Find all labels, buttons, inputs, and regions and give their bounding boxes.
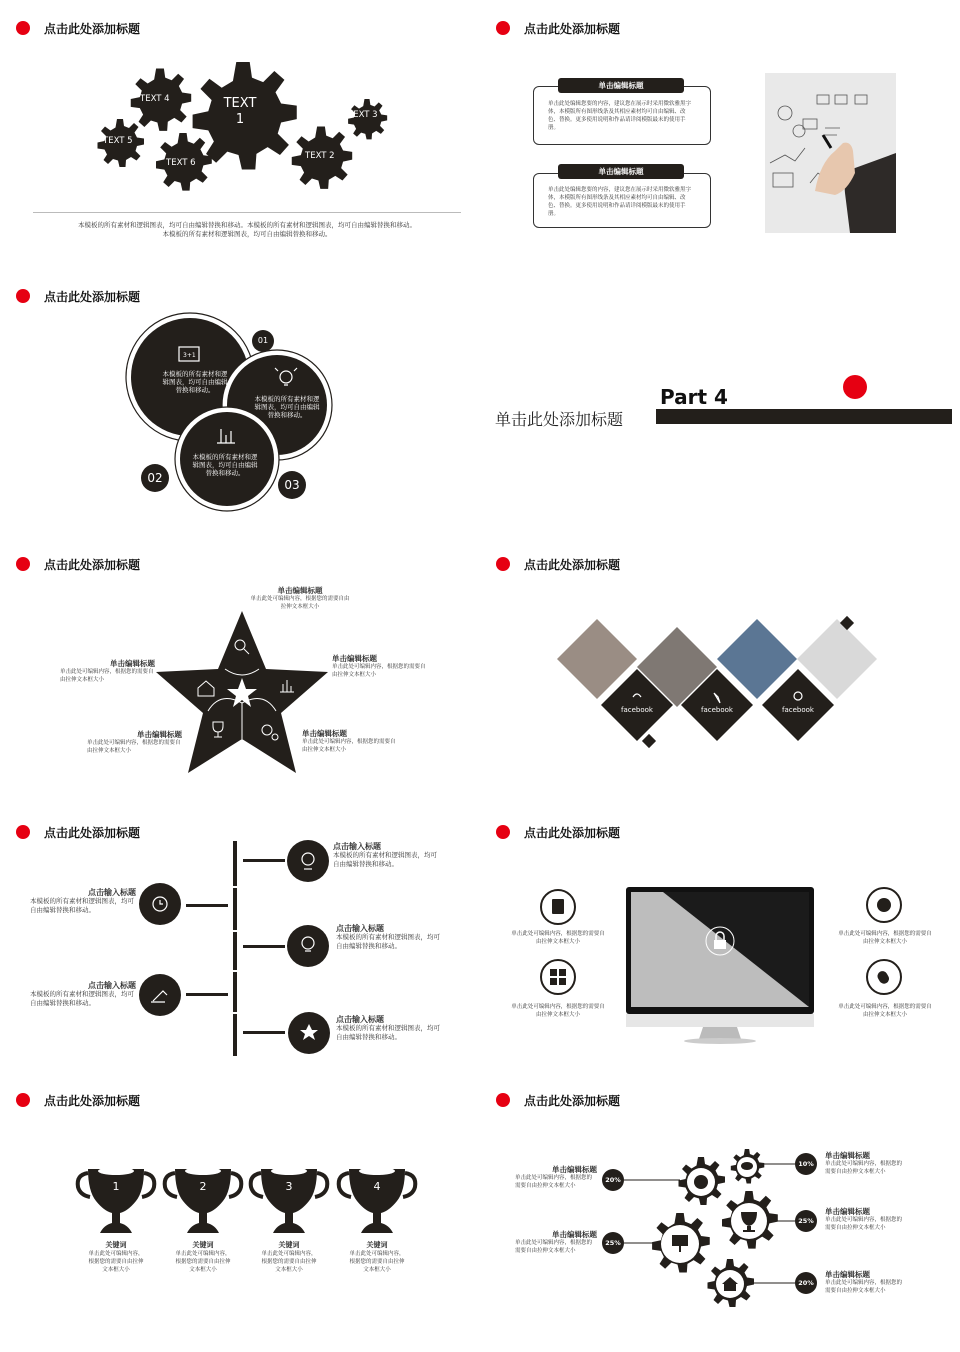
slide-title: 点击此处添加标题 xyxy=(524,825,621,840)
box-body-2: 单击此处编辑您要的内容，建议您在展示时采用微软雅黑字体，本模版所有图形线条及其相应素材均可自由编辑、改色、替换。更多使用说明和作品请详阅模版最末的使用手册。 xyxy=(548,187,692,217)
slide-4[interactable] xyxy=(485,273,955,535)
gear-item-4: 单击编辑标题 单击此处可编辑内容，根据您的需要自由拉伸文本框大小 xyxy=(825,1207,903,1231)
monitor-text-4: 单击此处可编辑内容，根据您的需要自由拉伸文本框大小 xyxy=(838,1004,932,1018)
number-03: 03 xyxy=(284,478,300,492)
diamond-gallery xyxy=(485,541,955,803)
diamond-label-2: facebook xyxy=(701,706,733,714)
circle-text-3: 本模板的所有素材和逻辑图表，均可自由编辑替换和移动。 xyxy=(192,453,258,477)
box-title-1: 单击编辑标题 xyxy=(558,78,684,93)
gear-item-1: 单击编辑标题 单击此处可编辑内容，根据您的需要自由拉伸文本框大小 xyxy=(515,1165,597,1189)
slide-10[interactable] xyxy=(485,1077,955,1339)
monitor-text-3: 单击此处可编辑内容，根据您的需要自由拉伸文本框大小 xyxy=(838,931,932,945)
monitor-text-1: 单击此处可编辑内容，根据您的需要自由拉伸文本框大小 xyxy=(511,931,605,945)
number-02: 02 xyxy=(147,471,163,485)
star-item-left: 单击编辑标题 单击此处可编辑内容，根据您的需要自由拉伸文本框大小 xyxy=(60,659,155,683)
gear-label-1: TEXT 1 xyxy=(223,96,257,127)
star-item-top: 单击编辑标题 单击此处可编辑内容，根据您的需要自由拉伸文本框大小 xyxy=(250,586,350,610)
circle-text-1: 本模板的所有素材和逻辑图表，均可自由编辑替换和移动。 xyxy=(162,370,228,394)
box-body-1: 单击此处编辑您要的内容，建议您在展示时采用微软雅黑字体，本模版所有图形线条及其相应素材均可自由编辑、改色、替换。更多使用说明和作品请详阅模版最末的使用手册。 xyxy=(548,101,692,131)
red-dot-icon xyxy=(843,375,867,399)
gear-item-3: 单击编辑标题 单击此处可编辑内容，根据您的需要自由拉伸文本框大小 xyxy=(825,1151,903,1175)
gear-label-2: TEXT 2 xyxy=(305,151,335,161)
slide-6[interactable] xyxy=(485,541,955,803)
cup-text-3: 关键词 单击此处可编辑内容，根据您的需要自由拉伸文本框大小 xyxy=(261,1241,317,1273)
star-item-bottom-right: 单击编辑标题 单击此处可编辑内容，根据您的需要自由拉伸文本框大小 xyxy=(302,729,396,753)
slide-7[interactable] xyxy=(5,809,475,1071)
timeline-item-1: 点击输入标题 本模板的所有素材和逻辑图表，均可自由编辑替换和移动。 xyxy=(333,842,437,868)
box-title-2: 单击编辑标题 xyxy=(558,164,684,179)
slide-header xyxy=(496,19,620,37)
cup-text-1: 关键词 单击此处可编辑内容，根据您的需要自由拉伸文本框大小 xyxy=(88,1241,144,1273)
gear-label-5: TEXT 5 xyxy=(103,136,133,146)
slide-title: 点击此处添加标题 xyxy=(524,1093,621,1108)
slide-title: 点击此处添加标题 xyxy=(44,1093,141,1108)
cup-text-4: 关键词 单击此处可编辑内容，根据您的需要自由拉伸文本框大小 xyxy=(349,1241,405,1273)
timeline-item-2: 点击输入标题 本模板的所有素材和逻辑图表，均可自由编辑替换和移动。 xyxy=(336,924,440,950)
diamond-label-3: facebook xyxy=(782,706,814,714)
slide-1[interactable] xyxy=(5,5,475,267)
gear-label-3: TEXT 3 xyxy=(348,110,378,120)
number-01: 01 xyxy=(257,336,269,345)
gear-label-6: TEXT 6 xyxy=(166,158,196,168)
slide-3[interactable] xyxy=(5,273,475,535)
star-item-bottom-left: 单击编辑标题 单击此处可编辑内容，根据您的需要自由拉伸文本框大小 xyxy=(87,730,182,754)
business-hand-photo xyxy=(765,73,896,233)
slide-title: 点击此处添加标题 xyxy=(524,557,621,572)
timeline-item-5: 点击输入标题 本模板的所有素材和逻辑图表，均可自由编辑替换和移动。 xyxy=(30,981,136,1007)
circle-text-2: 本模板的所有素材和逻辑图表，均可自由编辑替换和移动。 xyxy=(254,395,320,419)
pct-badge-2: 25% xyxy=(605,1239,621,1247)
cup-number-3: 3 xyxy=(285,1180,293,1193)
circles-diagram xyxy=(5,273,475,535)
pct-badge-3: 10% xyxy=(798,1160,814,1168)
slide-title: 点击此处添加标题 xyxy=(524,21,621,36)
pct-badge-5: 20% xyxy=(798,1279,814,1287)
title-bar xyxy=(656,409,952,424)
cup-number-4: 4 xyxy=(373,1180,381,1193)
divider-line xyxy=(33,212,461,213)
pct-badge-1: 20% xyxy=(605,1176,621,1184)
gear-item-2: 单击编辑标题 单击此处可编辑内容，根据您的需要自由拉伸文本框大小 xyxy=(515,1230,597,1254)
cup-text-2: 关键词 单击此处可编辑内容，根据您的需要自由拉伸文本框大小 xyxy=(175,1241,231,1273)
gear-label-4: TEXT 4 xyxy=(140,94,170,104)
timeline-item-4: 点击输入标题 本模板的所有素材和逻辑图表，均可自由编辑替换和移动。 xyxy=(30,888,136,914)
star-item-right: 单击编辑标题 单击此处可编辑内容，根据您的需要自由拉伸文本框大小 xyxy=(332,654,426,678)
red-dot-icon xyxy=(496,21,510,35)
trophies-diagram xyxy=(5,1077,475,1339)
svg-text:3+1: 3+1 xyxy=(183,352,196,359)
slide-8[interactable] xyxy=(485,809,955,1071)
diamond-label-1: facebook xyxy=(621,706,653,714)
section-title: 单击此处添加标题 xyxy=(495,410,624,429)
slide-title: 点击此处添加标题 xyxy=(44,21,141,36)
slide-5[interactable] xyxy=(5,541,475,803)
slide-9[interactable] xyxy=(5,1077,475,1339)
slide-title: 点击此处添加标题 xyxy=(44,289,141,304)
slide-title: 点击此处添加标题 xyxy=(44,557,141,572)
cup-number-2: 2 xyxy=(199,1180,207,1193)
gear-item-5: 单击编辑标题 单击此处可编辑内容，根据您的需要自由拉伸文本框大小 xyxy=(825,1270,903,1294)
timeline-item-3: 点击输入标题 本模板的所有素材和逻辑图表，均可自由编辑替换和移动。 xyxy=(336,1015,440,1041)
pct-badge-4: 25% xyxy=(798,1217,814,1225)
part-label: Part 4 xyxy=(660,385,728,409)
cup-number-1: 1 xyxy=(112,1180,120,1193)
slide-title: 点击此处添加标题 xyxy=(44,825,141,840)
caption: 本模板的所有素材和逻辑图表，均可自由编辑替换和移动。本模板的所有素材和逻辑图表，均可自由编辑替换和移动。 本模板的所有素材和逻辑图表，均可自由编辑替换和移动。 xyxy=(78,221,416,238)
slide-2[interactable] xyxy=(485,5,955,267)
monitor-text-2: 单击此处可编辑内容，根据您的需要自由拉伸文本框大小 xyxy=(511,1004,605,1018)
